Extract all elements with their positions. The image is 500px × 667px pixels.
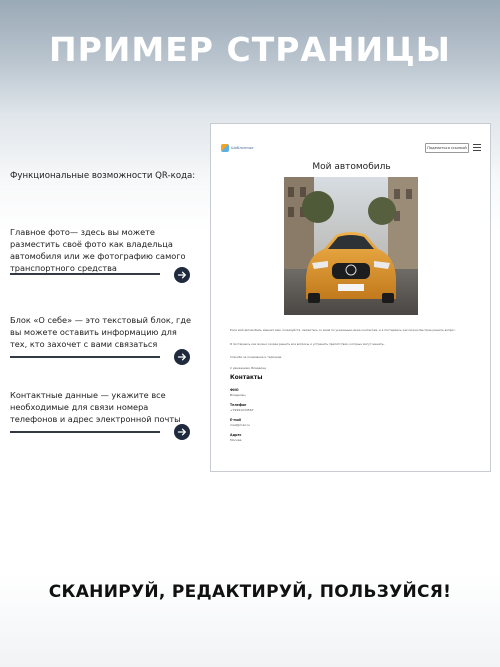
contact-label-name: ФИО xyxy=(230,388,239,392)
contact-label-email: E-mail xyxy=(230,418,242,422)
logo-text: Шаблонные xyxy=(231,146,254,150)
arrow-right-button[interactable] xyxy=(174,267,190,283)
page-preview xyxy=(210,123,491,472)
arrow-right-button[interactable] xyxy=(174,349,190,365)
car-image xyxy=(284,177,418,315)
contact-value-name: Владелец xyxy=(230,393,246,397)
feature-text: Контактные данные — укажите все необходимые для связи номера телефонов и адрес электронной почты xyxy=(10,390,181,424)
bottom-slogan: СКАНИРУЙ, РЕДАКТИРУЙ, ПОЛЬЗУЙСЯ! xyxy=(48,582,452,602)
feature-divider xyxy=(10,431,160,433)
feature-about xyxy=(10,314,192,350)
page-title: Мой автомобиль xyxy=(312,162,391,172)
feature-contacts xyxy=(10,389,192,425)
about-paragraph: С уважением, Владелец xyxy=(230,366,266,370)
contact-value-address: Москва xyxy=(230,438,242,442)
contact-value-phone[interactable]: +79991234567 xyxy=(230,408,254,412)
arrow-right-button[interactable] xyxy=(174,424,190,440)
page-headline: ПРИМЕР СТРАНИЦЫ xyxy=(49,30,451,69)
hamburger-menu-icon[interactable] xyxy=(473,144,481,153)
contact-label-address: Адрес xyxy=(230,433,242,437)
arrow-right-icon xyxy=(177,270,187,280)
features-intro: Функциональные возможности QR-кода: xyxy=(10,171,196,181)
car-photo xyxy=(284,177,418,315)
feature-divider xyxy=(10,356,160,358)
logo-icon xyxy=(221,144,229,152)
contact-label-phone: Телефон xyxy=(230,403,247,407)
arrow-right-icon xyxy=(177,427,187,437)
about-paragraph: Если мой автомобиль мешает вам, пожалуйста, свяжитесь со мной по указанным ниже контактам, и я постараюсь как можно быстрее решить вопрос. xyxy=(230,328,456,332)
about-paragraph: Я постараюсь как можно скорее решить все вопросы и устранить препятствия, которые могут мешать. xyxy=(230,342,385,346)
feature-text: Главное фото— здесь вы можете разместить своё фото как владельца автомобиля или же фотографию самого транспортного средства xyxy=(10,227,186,273)
site-logo[interactable] xyxy=(221,144,254,152)
contacts-title: Контакты xyxy=(230,375,263,381)
contact-value-email[interactable]: mail@mail.ru xyxy=(230,423,250,427)
arrow-right-icon xyxy=(177,352,187,362)
feature-divider xyxy=(10,273,160,275)
feature-main-photo xyxy=(10,226,192,274)
share-link-button[interactable]: Поделиться ссылкой xyxy=(425,143,469,153)
about-paragraph: Спасибо за понимание и терпение. xyxy=(230,355,283,359)
feature-text: Блок «О себе» — это текстовый блок, где вы можете оставить информацию для тех, кто захочет с вами связаться xyxy=(10,315,192,349)
